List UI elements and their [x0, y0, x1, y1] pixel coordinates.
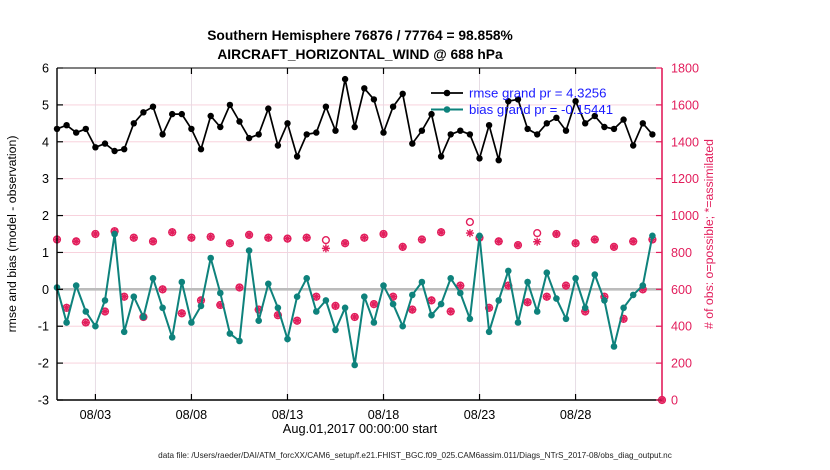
x-tick-label: 08/23 [463, 408, 496, 422]
right-y-tick-label: 600 [671, 282, 693, 297]
left-y-tick-label: -2 [37, 356, 49, 371]
legend-bias-marker [444, 106, 451, 113]
left-y-axis-label: rmse and bias (model - observation) [5, 135, 19, 333]
right-y-tick-label: 800 [671, 245, 693, 260]
left-y-tick-label: -1 [37, 319, 49, 334]
left-y-tick-label: 0 [41, 282, 49, 297]
left-y-tick-label: 2 [41, 209, 49, 224]
right-y-tick-label: 1200 [671, 172, 700, 187]
x-tick-label: 08/13 [271, 408, 304, 422]
x-axis-label: Aug.01,2017 00:00:00 start [282, 421, 438, 436]
left-y-tick-label: 4 [41, 135, 49, 150]
bias-series [54, 231, 656, 369]
legend-rmse-label: rmse grand pr = 4.3256 [469, 85, 607, 101]
left-y-tick-label: -3 [37, 393, 49, 408]
left-y-tick-label: 3 [41, 172, 49, 187]
right-y-tick-label: 0 [671, 393, 679, 408]
right-y-tick-label: 1800 [671, 61, 700, 76]
data-series [53, 76, 666, 404]
x-tick-label: 08/03 [79, 408, 112, 422]
x-tick-label: 08/28 [559, 408, 592, 422]
right-y-tick-label: 1000 [671, 209, 700, 224]
right-y-tick-label: 1400 [671, 135, 700, 150]
left-y-tick-label: 5 [41, 98, 49, 113]
legend-bias-label: bias grand pr = -0.15441 [469, 102, 614, 117]
right-y-tick-label: 400 [671, 319, 693, 334]
legend-rmse-marker [444, 90, 451, 97]
x-tick-label: 08/18 [367, 408, 400, 422]
right-y-axis-label: # of obs: o=possible; *=assimilated [702, 138, 716, 330]
chart-title-line1: Southern Hemisphere 76876 / 77764 = 98.858% [207, 28, 513, 43]
chart-title-line2: AIRCRAFT_HORIZONTAL_WIND @ 688 hPa [217, 47, 503, 62]
right-y-tick-label: 1600 [671, 98, 700, 113]
legend [431, 86, 613, 118]
data-file-footer: data file: /Users/raeder/DAI/ATM_forcXX/CAM6_setup/f.e21.FHIST_BGC.f09_025.CAM6assim.011/Diags_NTrS_2017-08/obs_diag_output.nc [158, 451, 672, 460]
gridlines [57, 68, 662, 400]
left-y-tick-label: 1 [41, 245, 49, 260]
right-y-tick-label: 200 [671, 356, 693, 371]
left-y-tick-label: 6 [41, 61, 49, 76]
x-tick-label: 08/08 [175, 408, 208, 422]
